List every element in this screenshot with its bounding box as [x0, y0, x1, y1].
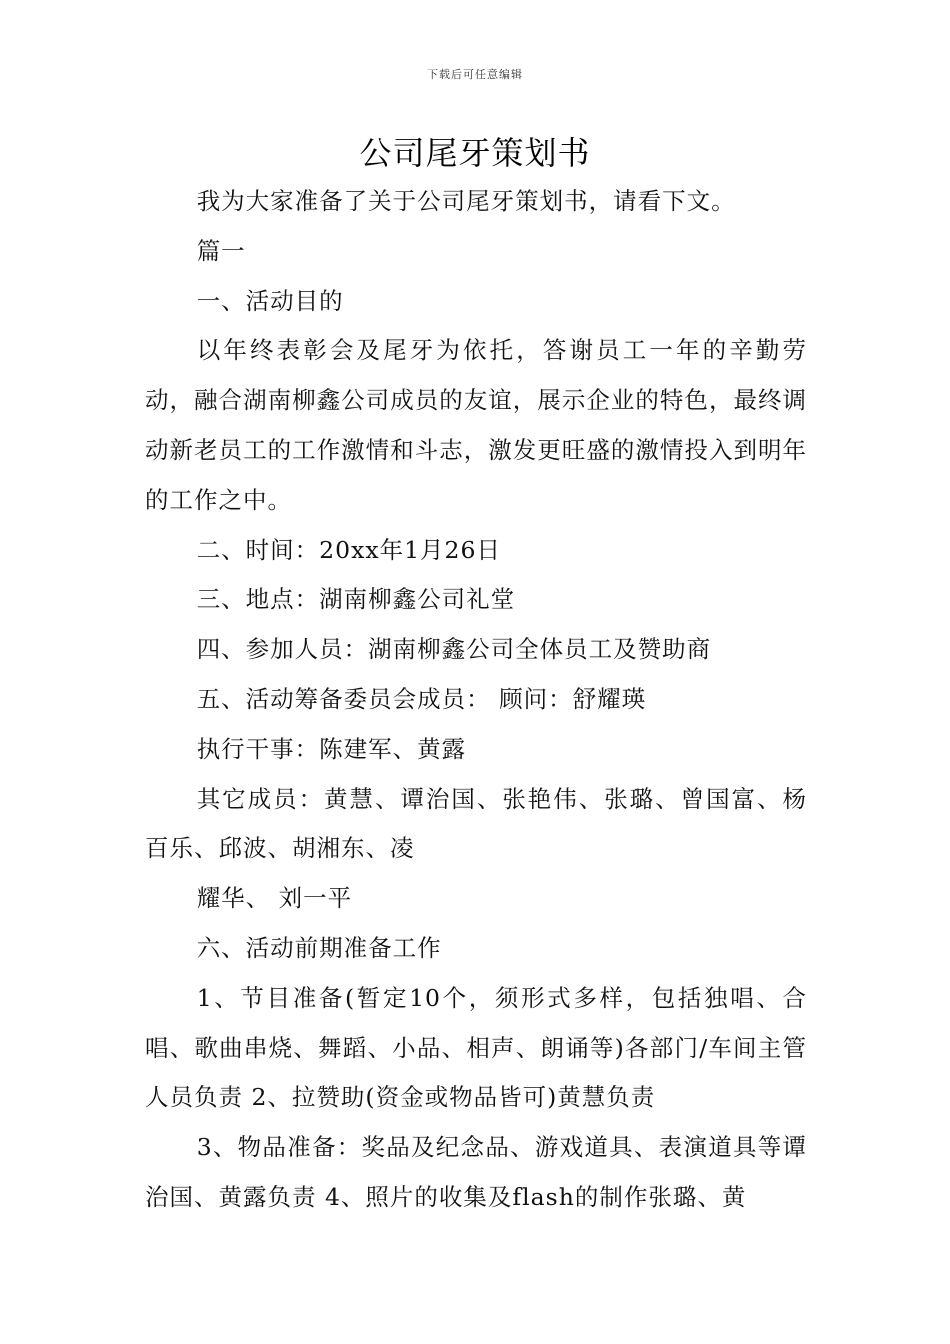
heading-preparation: 六、活动前期准备工作 — [196, 933, 442, 962]
section-label: 篇一 — [196, 236, 246, 265]
document-title: 公司尾牙策划书 — [359, 134, 591, 172]
executive-line: 执行干事：陈建军、黄露 — [196, 734, 467, 763]
intro-paragraph: 我为大家准备了关于公司尾牙策划书，请看下文。 — [196, 187, 736, 215]
preparation-item-3-4: 3、物品准备：奖品及纪念品、游戏道具、表演道具等谭治国、黄露负责 4、照片的收集及flash的制作张璐、黄 — [145, 1133, 807, 1211]
header-note: 下载后可任意编辑 — [427, 68, 523, 81]
participants-line: 四、参加人员：湖南柳鑫公司全体员工及赞助商 — [196, 635, 712, 664]
other-members-continued: 耀华、 刘一平 — [196, 884, 353, 913]
purpose-paragraph: 以年终表彰会及尾牙为依托，答谢员工一年的辛勤劳动，融合湖南柳鑫公司成员的友谊，展示企业的特色，最终调动新老员工的工作激情和斗志，激发更旺盛的激情投入到明年的工作之中。 — [145, 336, 807, 514]
other-members-line: 其它成员：黄慧、谭治国、张艳伟、张璐、曾国富、杨百乐、邱波、胡湘东、凌 — [145, 784, 807, 863]
heading-purpose: 一、活动目的 — [196, 286, 344, 315]
time-line: 二、时间：20xx年1月26日 — [196, 535, 501, 564]
preparation-item-1-2: 1、节目准备(暂定10个，须形式多样，包括独唱、合唱、歌曲串烧、舞蹈、小品、相声、朗诵等)各部门/车间主管人员负责 2、拉赞助(资金或物品皆可)黄慧负责 — [145, 983, 807, 1112]
committee-line: 五、活动筹备委员会成员： 顾问：舒耀瑛 — [196, 684, 647, 713]
document-body — [145, 177, 807, 1223]
location-line: 三、地点：湖南柳鑫公司礼堂 — [196, 585, 516, 614]
